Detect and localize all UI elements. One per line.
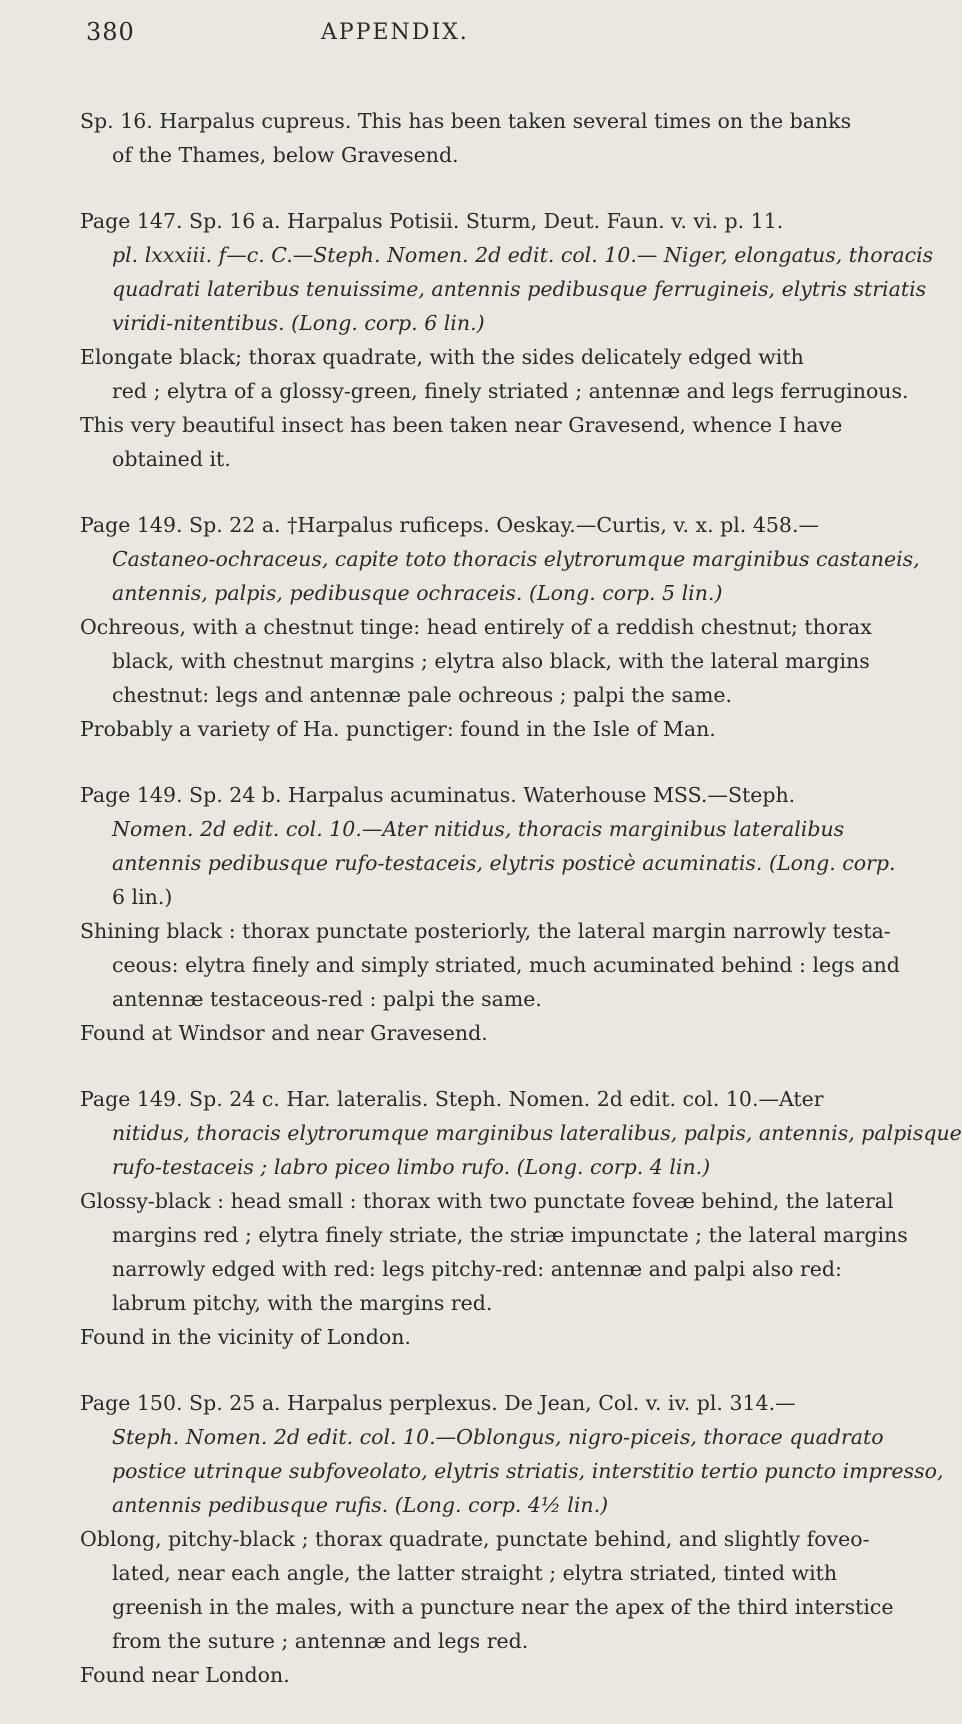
text-line: Page 149. Sp. 24 b. Harpalus acuminatus. Waterhouse MSS.—Steph. (80, 783, 796, 807)
text-line: antennæ testaceous-red : palpi the same. (112, 987, 542, 1011)
text-line: This very beautiful insect has been taken near Gravesend, whence I have (80, 413, 843, 437)
text-line: Glossy-black : head small : thorax with two punctate foveæ behind, the lateral (80, 1189, 894, 1213)
page-number: 380 (86, 18, 135, 46)
running-header (86, 18, 740, 58)
text-line: 6 lin.) (112, 885, 173, 909)
entry-harpalus-acuminatus (80, 778, 900, 1050)
entry-harpalus-potisii (80, 204, 934, 476)
text-line: Sp. 16. Harpalus cupreus. This has been taken several times on the banks (80, 109, 852, 133)
text-line: antennis pedibusque rufis. (Long. corp. 4½ lin.) (112, 1493, 609, 1517)
text-line: narrowly edged with red: legs pitchy-red: antennæ and palpi also red: (112, 1257, 842, 1281)
text-line: nitidus, thoracis elytrorumque marginibus lateralibus, palpis, antennis, palpisque (112, 1121, 962, 1145)
running-title: APPENDIX. (321, 20, 469, 45)
text-line: quadrati lateribus tenuissime, antennis pedibusque ferrugineis, elytris striatis (112, 277, 927, 301)
text-line: Probably a variety of Ha. punctiger: found in the Isle of Man. (80, 717, 716, 741)
entry-harpalus-ruficeps (80, 508, 920, 746)
entry-harpalus-perplexus (80, 1386, 944, 1692)
text-line: of the Thames, below Gravesend. (112, 143, 459, 167)
text-line: red ; elytra of a glossy-green, finely striated ; antennæ and legs ferruginous. (112, 379, 909, 403)
text-line: chestnut: legs and antennæ pale ochreous ; palpi the same. (112, 683, 733, 707)
entry-harpalus-lateralis (80, 1082, 962, 1354)
text-line: antennis pedibusque rufo-testaceis, elytris posticè acuminatis. (Long. corp. (112, 851, 896, 875)
text-line: postice utrinque subfoveolato, elytris striatis, interstitio tertio puncto impresso, (112, 1459, 944, 1483)
text-line: black, with chestnut margins ; elytra also black, with the lateral margins (112, 649, 870, 673)
text-line: rufo-testaceis ; labro piceo limbo rufo. (Long. corp. 4 lin.) (112, 1155, 711, 1179)
text-line: Elongate black; thorax quadrate, with the sides delicately edged with (80, 345, 804, 369)
text-line: Found at Windsor and near Gravesend. (80, 1021, 488, 1045)
text-line: Found in the vicinity of London. (80, 1325, 411, 1349)
text-line: Page 149. Sp. 22 a. †Harpalus ruficeps. Oeskay.—Curtis, v. x. pl. 458.— (80, 513, 819, 537)
page-body (80, 104, 962, 1724)
text-line: lated, near each angle, the latter straight ; elytra striated, tinted with (112, 1561, 838, 1585)
text-line: Page 147. Sp. 16 a. Harpalus Potisii. Sturm, Deut. Faun. v. vi. p. 11. (80, 209, 784, 233)
text-line: Page 149. Sp. 24 c. Har. lateralis. Steph. Nomen. 2d edit. col. 10.—Ater (80, 1087, 824, 1111)
text-line: Nomen. 2d edit. col. 10.—Ater nitidus, thoracis marginibus lateralibus (112, 817, 845, 841)
text-line: Found near London. (80, 1663, 290, 1687)
text-line: pl. lxxxiii. f—c. C.—Steph. Nomen. 2d edit. col. 10.— Niger, elongatus, thoracis (112, 243, 934, 267)
text-line: Shining black : thorax punctate posteriorly, the lateral margin narrowly testa- (80, 919, 891, 943)
text-line: viridi-nitentibus. (Long. corp. 6 lin.) (112, 311, 485, 335)
text-line: Page 150. Sp. 25 a. Harpalus perplexus. De Jean, Col. v. iv. pl. 314.— (80, 1391, 796, 1415)
text-line: Castaneo-ochraceus, capite toto thoracis elytrorumque marginibus castaneis, (112, 547, 920, 571)
text-line: greenish in the males, with a puncture near the apex of the third interstice (112, 1595, 894, 1619)
text-line: obtained it. (112, 447, 231, 471)
text-line: ceous: elytra finely and simply striated, much acuminated behind : legs and (112, 953, 900, 977)
text-line: labrum pitchy, with the margins red. (112, 1291, 493, 1315)
text-line: margins red ; elytra finely striate, the striæ impunctate ; the lateral margins (112, 1223, 908, 1247)
text-line: Steph. Nomen. 2d edit. col. 10.—Oblongus, nigro-piceis, thorace quadrato (112, 1425, 884, 1449)
text-line: Oblong, pitchy-black ; thorax quadrate, punctate behind, and slightly foveo- (80, 1527, 870, 1551)
text-line: antennis, palpis, pedibusque ochraceis. (Long. corp. 5 lin.) (112, 581, 723, 605)
entry-harpalus-cupreus (80, 104, 852, 172)
text-line: Ochreous, with a chestnut tinge: head entirely of a reddish chestnut; thorax (80, 615, 872, 639)
text-line: from the suture ; antennæ and legs red. (112, 1629, 529, 1653)
